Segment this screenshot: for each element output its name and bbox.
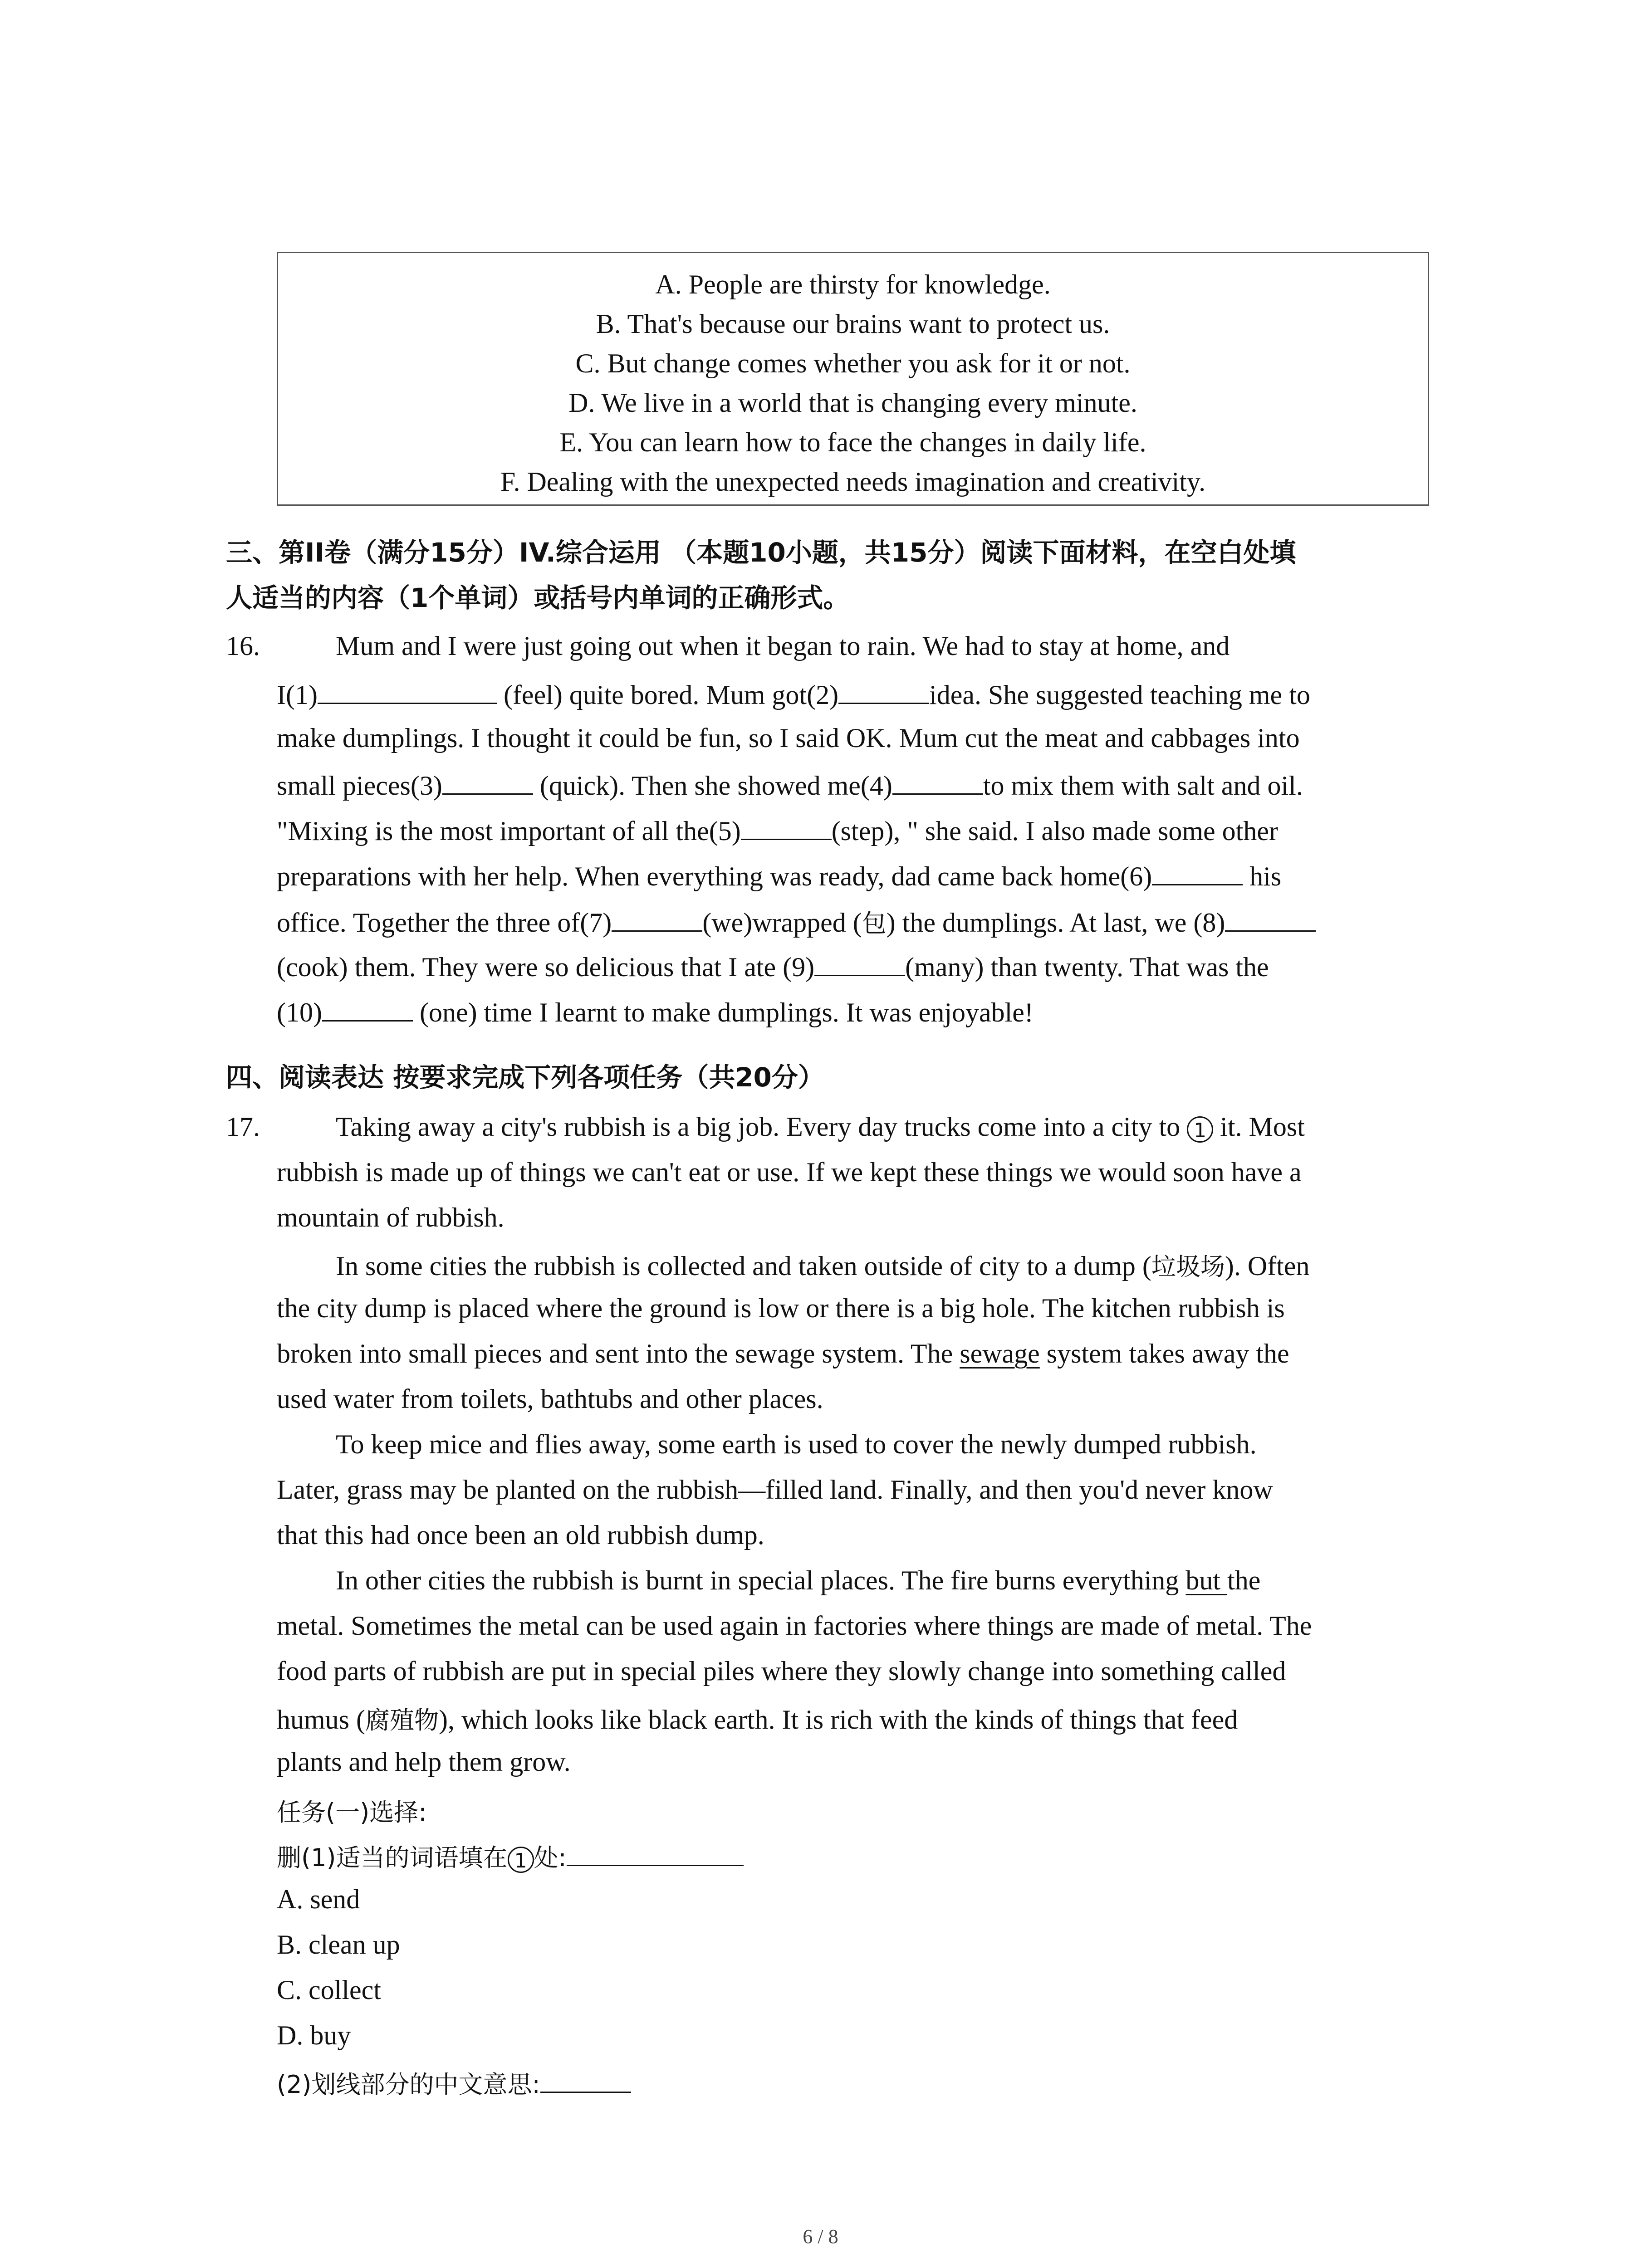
q17-p4-line-1: In other cities the rubbish is burnt in special places. The fire burns everything but the: [336, 1565, 1261, 1595]
blank-8[interactable]: [1225, 905, 1316, 932]
section3-heading-line1: 三、第II卷（满分15分）IV.综合运用 （本题10小题，共15分）阅读下面材料，在空白处填: [226, 537, 1296, 568]
q17-p2-line-2: the city dump is placed where the ground is low or there is a big hole. The kitchen rubbish is: [277, 1293, 1285, 1323]
choice-c: C. collect: [277, 1975, 381, 2005]
option-e: E. You can learn how to face the changes in daily life.: [559, 427, 1146, 457]
q17-p2-line-3: broken into small pieces and sent into the sewage system. The sewage system takes away the: [277, 1339, 1289, 1369]
options-box: [277, 252, 1429, 506]
q17-p2-line-4: used water from toilets, bathtubs and other places.: [277, 1384, 823, 1414]
question-17-number: 17.: [226, 1112, 260, 1142]
blank-7[interactable]: [612, 905, 702, 932]
page-number: 6 / 8: [803, 2225, 838, 2248]
option-c: C. But change comes whether you ask for it or not.: [575, 348, 1131, 378]
q17-p4-line-4: humus (腐殖物), which looks like black earth. It is rich with the kinds of things that feed: [277, 1705, 1238, 1735]
task-1-label: 任务(一)选择:: [277, 1798, 427, 1827]
blank-10[interactable]: [322, 995, 413, 1022]
choice-a: A. send: [277, 1884, 360, 1914]
blank-6[interactable]: [1152, 859, 1243, 885]
blank-9[interactable]: [814, 949, 905, 976]
option-b: B. That's because our brains want to protect us.: [596, 309, 1110, 339]
q16-line-4: small pieces(3) (quick). Then she showed me(4) to mix them with salt and oil.: [277, 768, 1303, 802]
q17-p1-line-1: Taking away a city's rubbish is a big job. Every day trucks come into a city to 1 it. Most: [336, 1112, 1305, 1143]
option-a: A. People are thirsty for knowledge.: [655, 269, 1051, 299]
q17-p3-line-3: that this had once been an old rubbish dump.: [277, 1520, 764, 1550]
q16-line-5: "Mixing is the most important of all the(5) (step), " she said. I also made some other: [277, 813, 1278, 847]
q16-line-8: (cook) them. They were so delicious that I ate (9) (many) than twenty. That was the: [277, 949, 1269, 983]
q17-p4-line-3: food parts of rubbish are put in special piles where they slowly change into something called: [277, 1656, 1286, 1686]
q16-line-3: make dumplings. I thought it could be fun, so I said OK. Mum cut the meat and cabbages into: [277, 723, 1300, 753]
blank-5[interactable]: [741, 813, 832, 840]
blank-1[interactable]: [318, 677, 497, 704]
blank-2[interactable]: [838, 677, 929, 704]
circled-number-1-ref: 1: [508, 1847, 534, 1873]
answer-blank-1[interactable]: [567, 1839, 744, 1866]
task-2-question: (2)划线部分的中文意思:: [277, 2065, 631, 2100]
q16-line-7: office. Together the three of(7) (we)wrapped (包) the dumplings. At last, we (8): [277, 904, 1316, 939]
section4-heading: 四、阅读表达 按要求完成下列各项任务（共20分）: [226, 1062, 824, 1093]
q17-p3-line-1: To keep mice and flies away, some earth is used to cover the newly dumped rubbish.: [336, 1429, 1257, 1459]
underlined-word-but: but: [1185, 1565, 1228, 1595]
q16-line-6: preparations with her help. When everything was ready, dad came back home(6) his: [277, 859, 1281, 892]
q17-p1-line-3: mountain of rubbish.: [277, 1202, 505, 1232]
blank-4[interactable]: [892, 768, 983, 795]
q16-line-9: (10) (one) time I learnt to make dumplings. It was enjoyable!: [277, 995, 1034, 1028]
q17-p4-line-2: metal. Sometimes the metal can be used again in factories where things are made of metal. The: [277, 1611, 1312, 1641]
q17-p3-line-2: Later, grass may be planted on the rubbish—filled land. Finally, and then you'd never know: [277, 1475, 1273, 1505]
task-1-question: 删(1)适当的词语填在 1 处:: [277, 1838, 744, 1873]
choice-d: D. buy: [277, 2020, 351, 2050]
q17-p2-line-1: In some cities the rubbish is collected and taken outside of city to a dump (垃圾场). Often: [336, 1251, 1310, 1281]
answer-blank-2[interactable]: [540, 2066, 631, 2093]
section3-heading-line2: 人适当的内容（1个单词）或括号内单词的正确形式。: [226, 582, 850, 613]
q17-p4-line-5: plants and help them grow.: [277, 1747, 571, 1777]
choice-b: B. clean up: [277, 1930, 400, 1960]
question-16-number: 16.: [226, 631, 260, 661]
q16-line-1: Mum and I were just going out when it began to rain. We had to stay at home, and: [336, 631, 1230, 661]
blank-3[interactable]: [442, 768, 533, 795]
q16-line-2: I(1) (feel) quite bored. Mum got(2) idea. She suggested teaching me to: [277, 677, 1310, 711]
option-d: D. We live in a world that is changing every minute.: [568, 388, 1137, 418]
circled-number-1: 1: [1187, 1116, 1213, 1143]
option-f: F. Dealing with the unexpected needs imagination and creativity.: [500, 467, 1206, 497]
q17-p1-line-2: rubbish is made up of things we can't eat or use. If we kept these things we would soon have a: [277, 1157, 1302, 1187]
underlined-word-sewage: sewage: [960, 1339, 1040, 1369]
